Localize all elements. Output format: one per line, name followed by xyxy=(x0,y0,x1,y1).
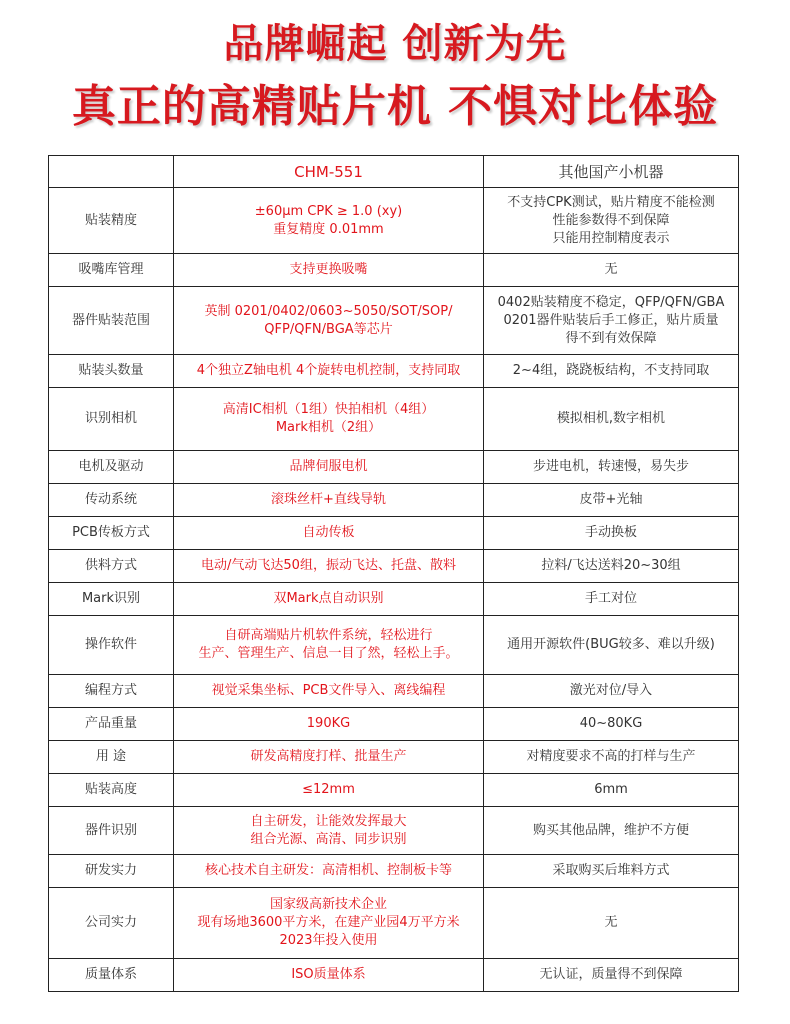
table-row xyxy=(49,888,739,959)
header-feature-cell xyxy=(49,156,174,188)
table-row xyxy=(49,959,739,992)
chm-value-cell: 品牌伺服电机 xyxy=(174,451,484,484)
feature-cell: PCB传板方式 xyxy=(49,517,174,550)
other-value-cell: 6mm xyxy=(484,774,739,807)
feature-cell: 研发实力 xyxy=(49,855,174,888)
feature-cell: 贴装高度 xyxy=(49,774,174,807)
header-other-cell: 其他国产小机器 xyxy=(484,156,739,188)
table-row xyxy=(49,188,739,254)
feature-cell: 传动系统 xyxy=(49,484,174,517)
chm-value-cell: 研发高精度打样、批量生产 xyxy=(174,741,484,774)
other-value-cell: 手工对位 xyxy=(484,583,739,616)
headline-line-2: 真正的高精贴片机 不惧对比体验 xyxy=(71,81,719,132)
feature-cell: 操作软件 xyxy=(49,616,174,675)
chm-value-cell: 自研高端贴片机软件系统，轻松进行 生产、管理生产、信息一目了然，轻松上手。 xyxy=(174,616,484,675)
chm-value-cell: ISO质量体系 xyxy=(174,959,484,992)
table-row xyxy=(49,741,739,774)
other-value-cell: 无认证，质量得不到保障 xyxy=(484,959,739,992)
chm-value-cell: 视觉采集坐标、PCB文件导入、离线编程 xyxy=(174,675,484,708)
other-value-cell: 不支持CPK测试，贴片精度不能检测 性能参数得不到保障 只能用控制精度表示 xyxy=(484,188,739,254)
feature-cell: 编程方式 xyxy=(49,675,174,708)
feature-cell: 贴装精度 xyxy=(49,188,174,254)
other-value-cell: 激光对位/导入 xyxy=(484,675,739,708)
chm-value-cell: 4个独立Z轴电机 4个旋转电机控制，支持同取 xyxy=(174,355,484,388)
feature-cell: 贴装头数量 xyxy=(49,355,174,388)
chm-value-cell: 滚珠丝杆+直线导轨 xyxy=(174,484,484,517)
comparison-table xyxy=(48,155,739,992)
other-value-cell: 步进电机，转速慢，易失步 xyxy=(484,451,739,484)
other-value-cell: 购买其他品牌，维护不方便 xyxy=(484,807,739,855)
other-value-cell: 手动换板 xyxy=(484,517,739,550)
table-row xyxy=(49,774,739,807)
other-value-cell: 模拟相机,数字相机 xyxy=(484,388,739,451)
feature-cell: 器件贴装范围 xyxy=(49,287,174,355)
chm-value-cell: 自动传板 xyxy=(174,517,484,550)
table-row xyxy=(49,254,739,287)
chm-value-cell: 支持更换吸嘴 xyxy=(174,254,484,287)
table-row xyxy=(49,517,739,550)
other-value-cell: 0402贴装精度不稳定，QFP/QFN/GBA 0201器件贴装后手工修正，贴片质量 得不到有效保障 xyxy=(484,287,739,355)
table-header-row xyxy=(49,156,739,188)
feature-cell: 电机及驱动 xyxy=(49,451,174,484)
table-row xyxy=(49,807,739,855)
feature-cell: 识别相机 xyxy=(49,388,174,451)
table-row xyxy=(49,616,739,675)
chm-value-cell: 双Mark点自动识别 xyxy=(174,583,484,616)
table-row xyxy=(49,388,739,451)
feature-cell: 质量体系 xyxy=(49,959,174,992)
feature-cell: 吸嘴库管理 xyxy=(49,254,174,287)
table-row xyxy=(49,287,739,355)
chm-value-cell: 高清IC相机（1组）快拍相机（4组） Mark相机（2组） xyxy=(174,388,484,451)
chm-value-cell: ±60μm CPK ≥ 1.0 (xy) 重复精度 0.01mm xyxy=(174,188,484,254)
other-value-cell: 无 xyxy=(484,254,739,287)
other-value-cell: 对精度要求不高的打样与生产 xyxy=(484,741,739,774)
other-value-cell: 通用开源软件(BUG较多、难以升级) xyxy=(484,616,739,675)
table-row xyxy=(49,355,739,388)
header-chm-cell: CHM-551 xyxy=(174,156,484,188)
other-value-cell: 2~4组，跷跷板结构，不支持同取 xyxy=(484,355,739,388)
other-value-cell: 拉料/飞达送料20~30组 xyxy=(484,550,739,583)
feature-cell: 用 途 xyxy=(49,741,174,774)
other-value-cell: 皮带+光轴 xyxy=(484,484,739,517)
feature-cell: Mark识别 xyxy=(49,583,174,616)
feature-cell: 产品重量 xyxy=(49,708,174,741)
chm-value-cell: 190KG xyxy=(174,708,484,741)
feature-cell: 公司实力 xyxy=(49,888,174,959)
chm-value-cell: 英制 0201/0402/0603~5050/SOT/SOP/ QFP/QFN/BGA等芯片 xyxy=(174,287,484,355)
feature-cell: 供料方式 xyxy=(49,550,174,583)
chm-value-cell: 电动/气动飞达50组，振动飞达、托盘、散料 xyxy=(174,550,484,583)
other-value-cell: 40~80KG xyxy=(484,708,739,741)
table-row xyxy=(49,583,739,616)
chm-value-cell: 核心技术自主研发：高清相机、控制板卡等 xyxy=(174,855,484,888)
table-row xyxy=(49,675,739,708)
feature-cell: 器件识别 xyxy=(49,807,174,855)
chm-value-cell: ≤12mm xyxy=(174,774,484,807)
other-value-cell: 采取购买后堆料方式 xyxy=(484,855,739,888)
table-row xyxy=(49,550,739,583)
other-value-cell: 无 xyxy=(484,888,739,959)
chm-value-cell: 国家级高新技术企业 现有场地3600平方米，在建产业园4万平方米 2023年投入使用 xyxy=(174,888,484,959)
chm-value-cell: 自主研发，让能效发挥最大 组合光源、高清、同步识别 xyxy=(174,807,484,855)
table-row xyxy=(49,484,739,517)
table-row xyxy=(49,855,739,888)
table-row xyxy=(49,708,739,741)
headline-line-1: 品牌崛起 创新为先 xyxy=(223,21,567,67)
table-row xyxy=(49,451,739,484)
